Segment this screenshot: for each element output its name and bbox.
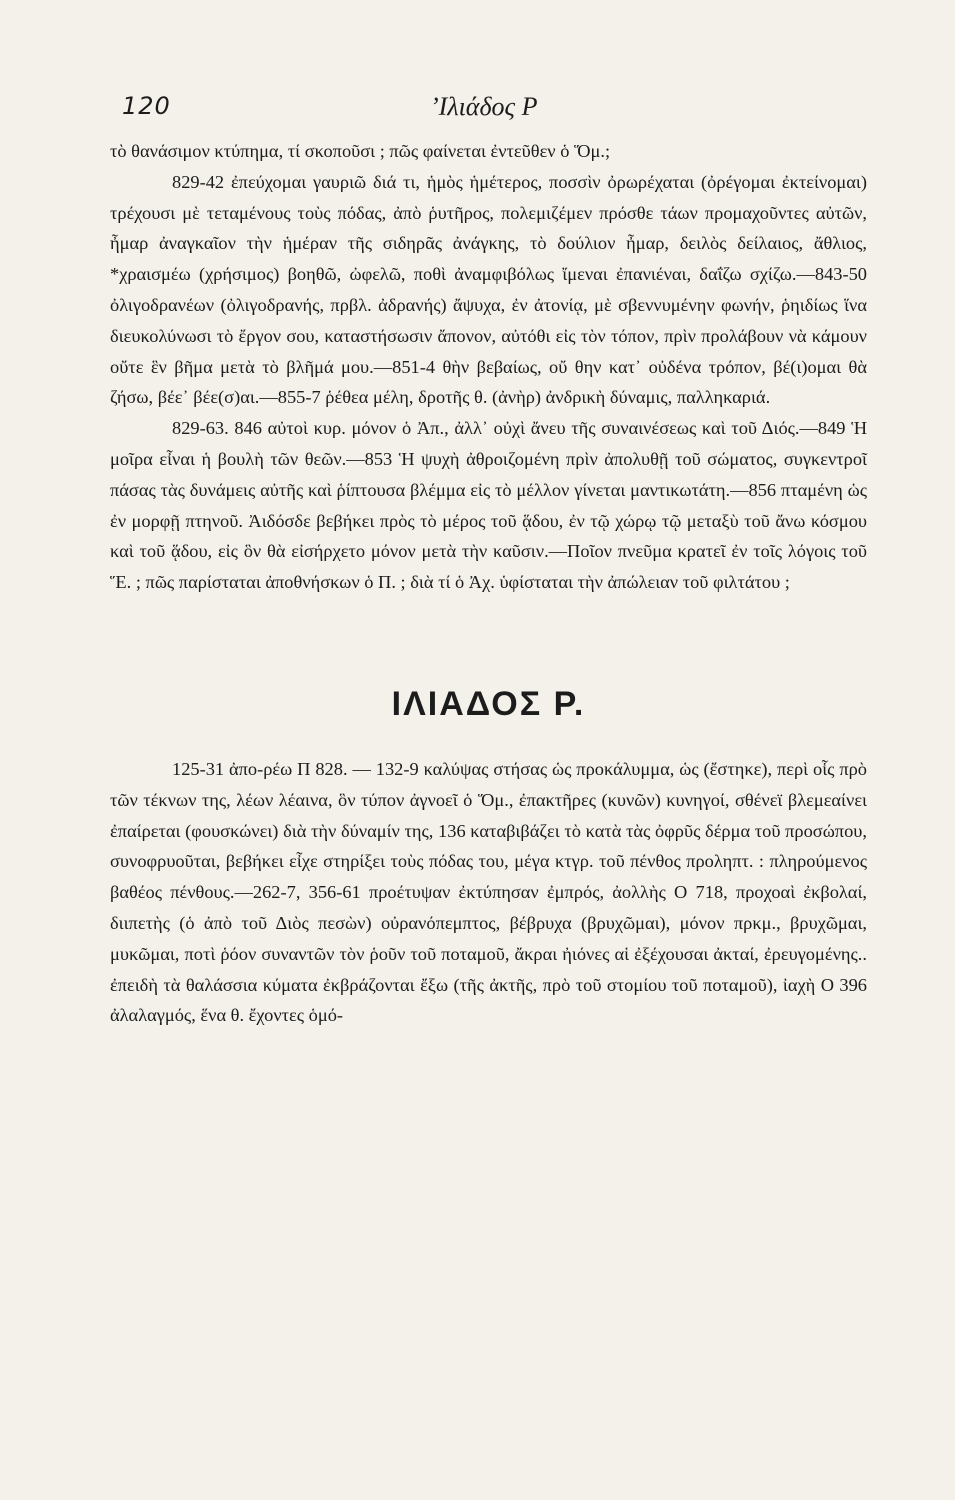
running-head [110,92,867,128]
running-title: ’Ιλιάδος Ρ [430,92,538,121]
commentary-paragraph-3: 829-63. 846 αὐτοὶ κυρ. μόνον ὁ Ἀπ., ἀλλ᾿ οὐχὶ ἄνευ τῆς συναινέσεως καὶ τοῦ Διός.—849 Ἡ μοῖρα εἶναι ἡ βουλὴ τῶν θεῶν.—853 Ἡ ψυχὴ ἀθροιζομένη πρὶν ἀπολυθῇ τοῦ σώματος, συγκεντροῖ πάσας τὰς δυνάμεις αὐτῆς καὶ ῥίπτουσα βλέμμα εἰς τὸ μέλλον γίνεται μαντικωτάτη.—856 πταμένη ὡς ἐν μορφῇ πτηνοῦ. Ἀιδόσδε βεβήκει πρὸς τὸ μέρος τοῦ ᾅδου, ἐν τῷ χώρῳ τῷ μεταξὺ τοῦ ἄνω κόσμου καὶ τοῦ ᾅδου, εἰς ὃν θὰ εἰσήρχετο μόνον μετὰ τὴν καῦσιν.—Ποῖον πνεῦμα κρατεῖ ἐν τοῖς λόγοις τοῦ Ἕ. ; πῶς παρίσταται ἀποθνήσκων ὁ Π. ; διὰ τί ὁ Ἀχ. ὑφίσταται τὴν ἀπώλειαν τοῦ φιλτάτου ; [110,418,867,593]
commentary-paragraph-1: τὸ θανάσιμον κτύπημα, τί σκοποῦσι ; πῶς φαίνεται ἐντεῦθεν ὁ Ὅμ.; [110,141,611,161]
section-paragraph-1: 125-31 ἀπο-ρέω Π 828. — 132-9 καλύψας στήσας ὡς προκάλυμμα, ὡς (ἔστηκε), περὶ οἷς πρὸ τῶν τέκνων της, λέων λέαινα, ὃν τύπον ἀγνοεῖ ὁ Ὅμ., ἐπακτῆρες (κυνῶν) κυνηγοί, σθένεϊ βλεμεαίνει ἐπαίρεται (φουσκώνει) διὰ τὴν δύναμίν της, 136 καταβιβάζει τὸ κατὰ τὰς ὀφρῦς δέρμα τοῦ προσώπου, συνοφρυοῦται, βεβήκει εἶχε στηρίξει τοὺς πόδας του, μέγα κτγρ. τοῦ πένθος προληπτ. : πληρούμενος βαθέος πένθους.—262-7, 356-61 προέτυψαν ἐκτύπησαν ἐμπρός, ἀολλὴς Ο 718, προχοαὶ ἐκβολαί, διιπετὴς (ὁ ἀπὸ τοῦ Διὸς πεσὼν) οὐρανόπεμπτος, βέβρυχα (βρυχῶμαι), μόνον πρκμ., βρυχῶμαι, μυκῶμαι, ποτὶ ῥόον συναντῶν τὸν ῥοῦν τοῦ ποταμοῦ, ἄκραι ἠιόνες αἱ ἐξέχουσαι ἀκταί, ἐρευγομένης.. ἐπειδὴ τὰ θαλάσσια κύματα ἐκβράζονται ἔξω (τῆς ἀκτῆς, πρὸ τοῦ στομίου τοῦ ποταμοῦ), ἰαχὴ Ο 396 ἀλαλαγμός, ἕνα θ. ἔχοντες ὁμό- [110,758,867,1026]
commentary-paragraph-2: 829-42 ἐπεύχομαι γαυριῶ διά τι, ἡμὸς ἡμέτερος, ποσσὶν ὀρωρέχαται (ὀρέγομαι ἐκτείνομαι) τρέχουσι μὲ τεταμένους τοὺς πόδας, ἀπὸ ῥυτῆρος, πολεμιζέμεν πρόσθε τάων προμαχοῦντες αὐτῶν, ἦμαρ ἀναγκαῖον τὴν ἡμέραν τῆς σιδηρᾶς ἀνάγκης, τὸ δούλιον ἦμαρ, δειλὸς δείλαιος, ἄθλιος, *χραισμέω (χρήσιμος) βοηθῶ, ὠφελῶ, ποθὶ ἀναμφιβόλως ἴμεναι ἐπανιέναι, δαΐζω σχίζω.—843-50 ὀλιγοδρανέων (ὀλιγοδρανής, πρβλ. ἀδρανής) ἄψυχα, ἐν ἀτονίᾳ, μὲ σβεννυμένην φωνήν, ῥηιδίως ἵνα διευκολύνωσι τὸ ἔργον σου, καταστήσωσιν ἄπονον, αὐτόθι εἰς τὸν τόπον, πρὶν προλάβουν νὰ κάμουν οὔτε ἓν βῆμα μετὰ τὸ βλῆμά μου.—851-4 θὴν βεβαίως, οὔ θην κατ᾿ οὐδένα τρόπον, βέ(ι)ομαι θὰ ζήσω, βέε᾿ βέε(σ)αι.—855-7 ῥέθεα μέλη, δροτῆς θ. (ἀνὴρ) ἀνδρικὴ δύναμις, παλληκαριά. [110,171,867,408]
section-title: ΙΛΙΑΔΟΣ Ρ. [391,684,586,723]
page-number: 120 [122,92,171,120]
